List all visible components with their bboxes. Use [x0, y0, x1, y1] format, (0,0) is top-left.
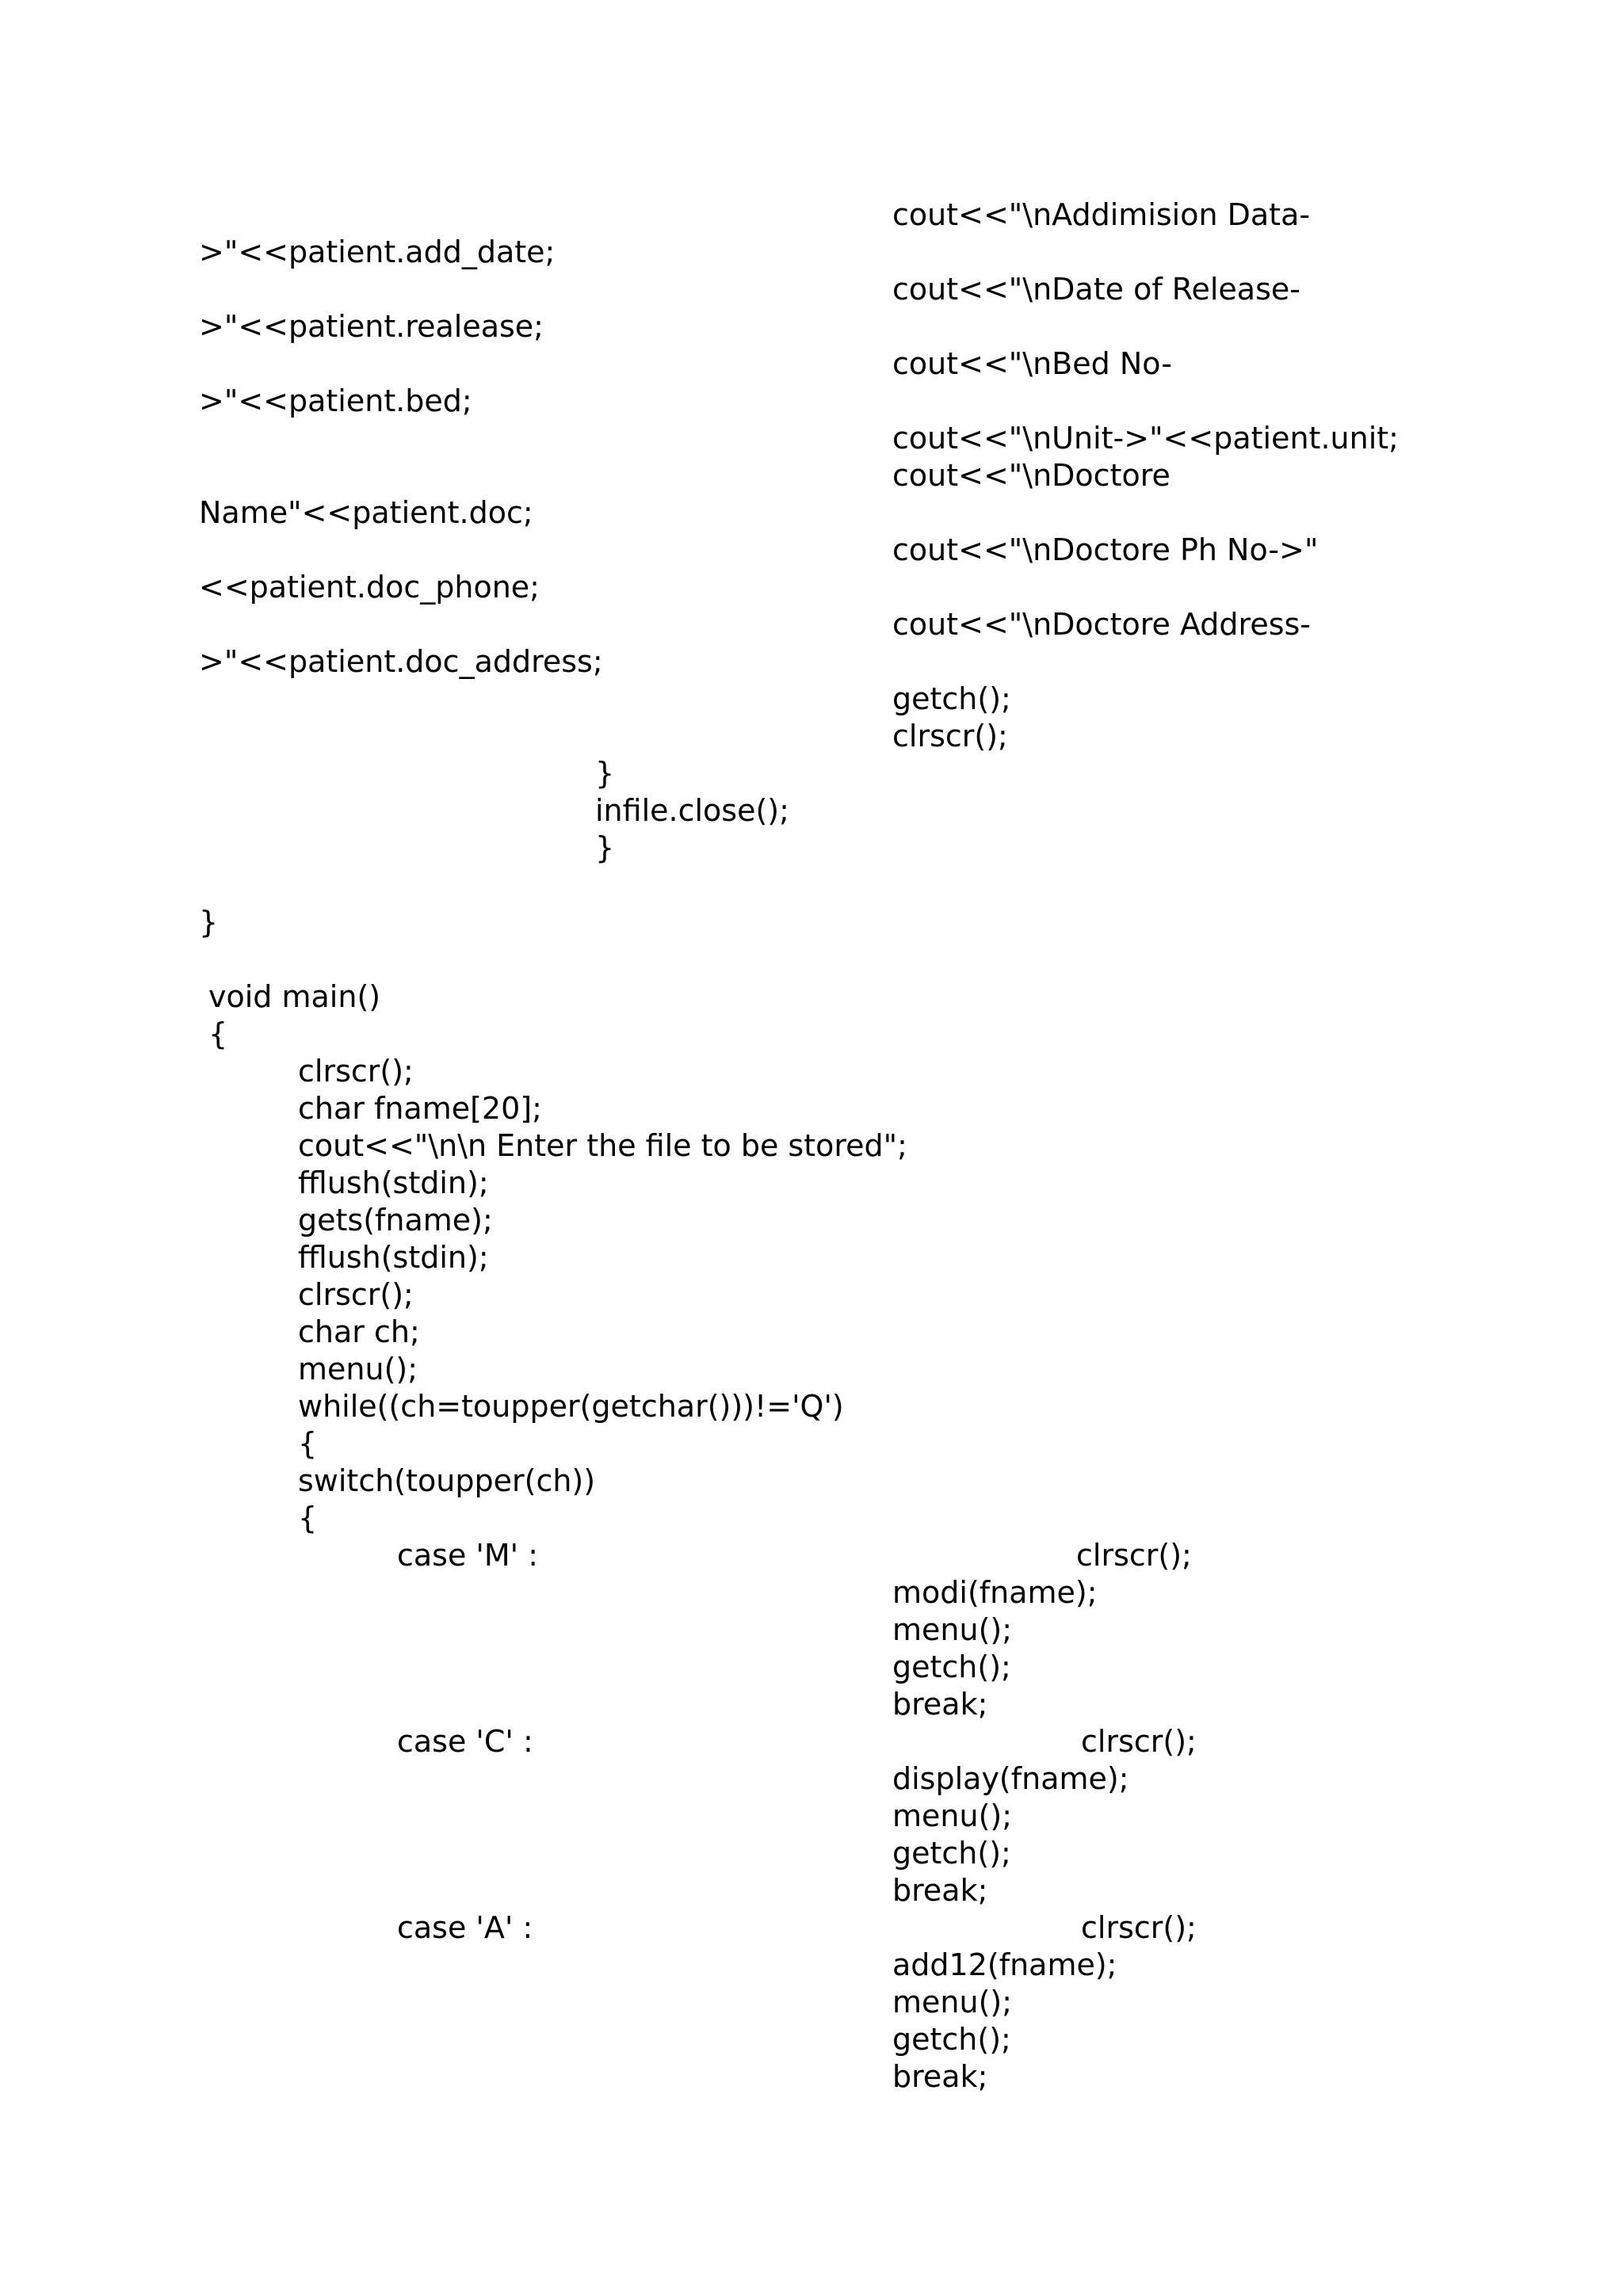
code-line: >"<<patient.add_date; — [199, 235, 556, 269]
code-line: case 'C' : — [397, 1724, 533, 1759]
code-line: } — [199, 905, 219, 940]
code-line: cout<<"\nDoctore Address- — [892, 607, 1312, 642]
code-line: } — [595, 756, 615, 791]
code-line: cout<<"\nUnit->"<<patient.unit; — [892, 421, 1399, 456]
code-line: clrscr(); — [298, 1277, 414, 1312]
code-line: clrscr(); — [1081, 1910, 1197, 1945]
code-line: break; — [892, 2059, 988, 2094]
code-line: add12(fname); — [892, 1947, 1117, 1982]
code-line: clrscr(); — [298, 1054, 414, 1089]
code-line: case 'M' : — [397, 1538, 538, 1573]
code-line: display(fname); — [892, 1761, 1129, 1796]
code-line: menu(); — [298, 1352, 418, 1386]
code-line: while((ch=toupper(getchar()))!='Q') — [298, 1389, 844, 1424]
code-line: cout<<"\nBed No- — [892, 346, 1172, 381]
code-line: void main() — [208, 979, 381, 1014]
code-line: getch(); — [892, 2022, 1011, 2057]
code-line: getch(); — [892, 681, 1011, 716]
code-line: { — [208, 1016, 228, 1051]
code-line: getch(); — [892, 1836, 1011, 1871]
code-line: Name"<<patient.doc; — [199, 495, 533, 530]
code-line: cout<<"\n\n Enter the file to be stored"; — [298, 1128, 907, 1163]
code-line: menu(); — [892, 1612, 1013, 1647]
code-line: fflush(stdin); — [298, 1240, 489, 1275]
code-line: { — [298, 1426, 318, 1461]
code-line: fflush(stdin); — [298, 1165, 489, 1200]
code-line: <<patient.doc_phone; — [199, 570, 540, 605]
code-line: } — [595, 830, 615, 865]
code-line: cout<<"\nDoctore Ph No->" — [892, 532, 1319, 567]
code-line: clrscr(); — [1076, 1538, 1192, 1573]
code-line: menu(); — [892, 1985, 1013, 2019]
code-line: cout<<"\nAddimision Data- — [892, 197, 1311, 232]
code-line: menu(); — [892, 1798, 1013, 1833]
code-line: { — [298, 1501, 318, 1535]
code-line: clrscr(); — [1081, 1724, 1197, 1759]
code-line: gets(fname); — [298, 1203, 493, 1238]
code-line: modi(fname); — [892, 1575, 1098, 1610]
code-line: infile.close(); — [595, 793, 789, 828]
code-line: break; — [892, 1873, 988, 1908]
code-line: char ch; — [298, 1314, 420, 1349]
code-line: cout<<"\nDoctore — [892, 458, 1170, 493]
code-line: >"<<patient.realease; — [199, 309, 544, 344]
code-line: case 'A' : — [397, 1910, 533, 1945]
code-line: char fname[20]; — [298, 1091, 542, 1126]
code-line: >"<<patient.doc_address; — [199, 644, 603, 679]
code-line: cout<<"\nDate of Release- — [892, 272, 1300, 307]
code-line: clrscr(); — [892, 719, 1008, 753]
code-line: getch(); — [892, 1650, 1011, 1684]
code-line: break; — [892, 1687, 988, 1722]
code-line: switch(toupper(ch)) — [298, 1463, 596, 1498]
code-line: >"<<patient.bed; — [199, 383, 472, 418]
